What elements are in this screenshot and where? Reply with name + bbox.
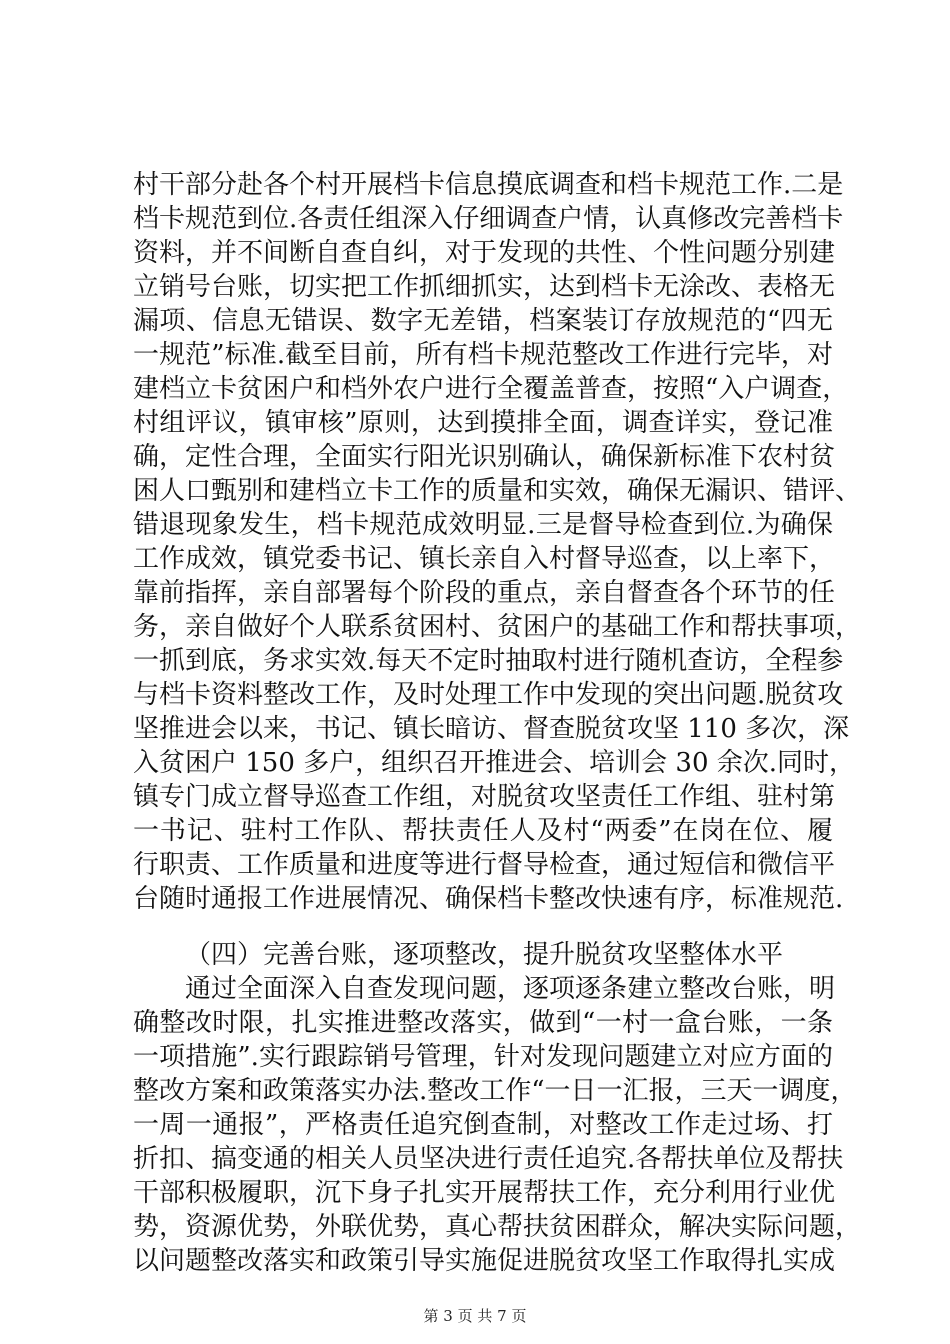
body-line: 一规范”标准.截至目前，所有档卡规范整改工作进行完毕，对 [133, 340, 833, 370]
body-line: 整改方案和政策落实办法.整改工作“一日一汇报，三天一调度， [133, 1076, 857, 1106]
body-line: 一书记、驻村工作队、帮扶责任人及村“两委”在岗在位、履 [133, 816, 833, 846]
body-line: 坚推进会以来，书记、镇长暗访、督查脱贫攻坚 110 多次，深 [133, 714, 850, 744]
body-line: 入贫困户 150 多户，组织召开推进会、培训会 30 余次.同时， [133, 748, 856, 778]
body-line: 势，资源优势，外联优势，真心帮扶贫困群众，解决实际问题， [133, 1212, 862, 1242]
body-line: 一周一通报”，严格责任追究倒查制，对整改工作走过场、打 [133, 1110, 833, 1140]
body-line: 干部积极履职，沉下身子扎实开展帮扶工作，充分利用行业优 [133, 1178, 836, 1208]
body-line: 村干部分赴各个村开展档卡信息摸底调查和档卡规范工作.二是 [133, 170, 844, 200]
body-line: 档卡规范到位.各责任组深入仔细调查户情，认真修改完善档卡 [133, 204, 844, 234]
body-line: 通过全面深入自查发现问题，逐项逐条建立整改台账，明 [185, 974, 836, 1004]
body-line: 一项措施”.实行跟踪销号管理，针对发现问题建立对应方面的 [133, 1042, 833, 1072]
body-line: 镇专门成立督导巡查工作组，对脱贫攻坚责任工作组、驻村第 [133, 782, 836, 812]
body-line: 与档卡资料整改工作，及时处理工作中发现的突出问题.脱贫攻 [133, 680, 844, 710]
body-line: 折扣、搞变通的相关人员坚决进行责任追究.各帮扶单位及帮扶 [133, 1144, 844, 1174]
body-line: 以问题整改落实和政策引导实施促进脱贫攻坚工作取得扎实成 [133, 1246, 836, 1276]
body-line: 错退现象发生，档卡规范成效明显.三是督导检查到位.为确保 [133, 510, 833, 540]
body-line: 确整改时限，扎实推进整改落实，做到“一村一盒台账，一条 [133, 1008, 833, 1038]
body-line: 一抓到底，务求实效.每天不定时抽取村进行随机查访，全程参 [133, 646, 844, 676]
body-line: 靠前指挥，亲自部署每个阶段的重点，亲自督查各个环节的任 [133, 578, 836, 608]
body-line: 确，定性合理，全面实行阳光识别确认，确保新标准下农村贫 [133, 442, 836, 472]
body-line: 困人口甄别和建档立卡工作的质量和实效，确保无漏识、错评、 [133, 476, 862, 506]
body-line: 台随时通报工作进展情况、确保档卡整改快速有序，标准规范. [133, 884, 844, 914]
body-line: 村组评议，镇审核”原则，达到摸排全面，调查详实，登记准 [133, 408, 833, 438]
page-number-footer: 第 3 页 共 7 页 [423, 1307, 527, 1325]
body-line: 资料，并不间断自查自纠，对于发现的共性、个性问题分别建 [133, 238, 836, 268]
body-line: 立销号台账，切实把工作抓细抓实，达到档卡无涂改、表格无 [133, 272, 836, 302]
body-line: 行职责、工作质量和进度等进行督导检查，通过短信和微信平 [133, 850, 836, 880]
body-line: 务，亲自做好个人联系贫困村、贫困户的基础工作和帮扶事项， [133, 612, 862, 642]
body-line: 工作成效，镇党委书记、镇长亲自入村督导巡查，以上率下， [133, 544, 836, 574]
body-line: 漏项、信息无错误、数字无差错，档案装订存放规范的“四无 [133, 306, 833, 336]
body-line: 建档立卡贫困户和档外农户进行全覆盖普查，按照“入户调查， [133, 374, 849, 404]
section-heading: （四）完善台账，逐项整改，提升脱贫攻坚整体水平 [185, 940, 784, 970]
